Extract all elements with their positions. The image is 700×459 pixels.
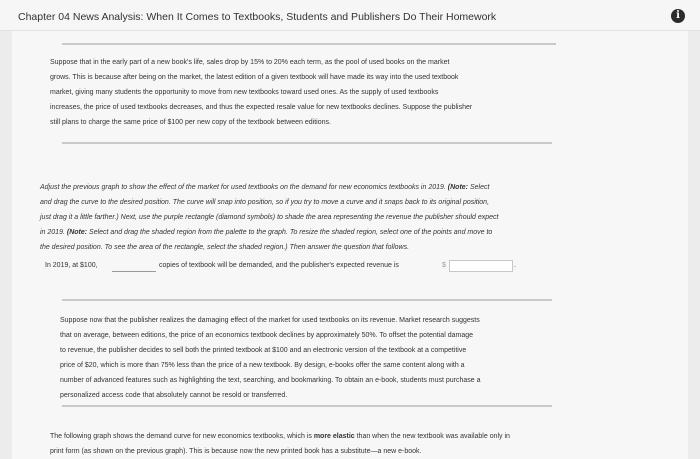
- paragraph-line: Suppose now that the publisher realizes the damaging effect of the market for used textbooks on its revenue. Market research suggests: [60, 317, 480, 324]
- copies-demanded-input[interactable]: [112, 261, 156, 272]
- paragraph-text: The following graph shows the demand curve for new economics textbooks, which is: [50, 433, 314, 440]
- instructions-text: in 2019.: [40, 229, 67, 236]
- question-card: [12, 31, 688, 459]
- emphasis-text: more elastic: [313, 433, 355, 440]
- instructions-text: Select and drag the shaded region from the palette to the graph. To resize the shaded region, select one of the points and move to: [87, 229, 493, 236]
- page-title: Chapter 04 News Analysis: When It Comes to Textbooks, Students and Publishers Do Their Homework: [18, 11, 497, 23]
- paragraph-line: number of advanced features such as highlighting the text, searching, and bookmarking. To obtain an e-book, students must purchase a: [60, 377, 481, 384]
- paragraph-line: market, giving many students the opportunity to move from new textbooks toward used ones. As the supply of used textbooks: [50, 89, 439, 96]
- currency-symbol: $: [442, 262, 446, 269]
- page-header: [0, 0, 700, 31]
- expected-revenue-input[interactable]: [449, 260, 513, 272]
- paragraph-line: print form (as shown on the previous graph). This is because now the new printed book has a substitute—a new e-book.: [50, 448, 422, 455]
- instructions-text: just drag it a little farther.) Next, use the purple rectangle (diamond symbols) to shade the area representing the revenue the publisher should expect: [40, 214, 499, 221]
- question-end: .: [514, 262, 516, 269]
- instructions-text: Select: [468, 184, 490, 191]
- paragraph-ebook-strategy: [60, 313, 660, 403]
- divider: [62, 299, 552, 301]
- paragraph-line: personalized access code that absolutely cannot be resold or transferred.: [60, 392, 288, 399]
- paragraph-line: increases, the price of used textbooks decreases, and thus the expected resale value for new textbooks declines. Suppose the publisher: [50, 104, 473, 111]
- question-text: copies of textbook will be demanded, and the publisher's expected revenue is: [159, 262, 399, 269]
- instructions-text: Adjust the previous graph to show the effect of the market for used textbooks on the demand for new economics textbooks in 2019.: [40, 184, 448, 191]
- graph-instructions: [40, 180, 670, 255]
- paragraph-used-book-supply: [50, 55, 650, 130]
- instructions-text: the desired position. To see the area of the rectangle, select the shaded region.) Then answer the question that follows.: [40, 244, 410, 251]
- note-label: (Note:: [66, 229, 88, 236]
- paragraph-line: to revenue, the publisher decides to sell both the printed textbook at $100 and an electronic version of the textbook at a competitive: [60, 347, 467, 354]
- paragraph-elastic-demand: [50, 429, 680, 459]
- paragraph-line: that on average, between editions, the price of an economics textbook declines by approximately 50%. To offset the potential damage: [60, 332, 473, 339]
- paragraph-line: Suppose that in the early part of a new book's life, sales drop by 15% to 20% each term, as the pool of used books on the market: [50, 59, 450, 66]
- divider: [62, 142, 552, 144]
- paragraph-text: than when the new textbook was available only in: [354, 433, 510, 440]
- divider: [62, 43, 556, 45]
- divider: [62, 405, 552, 407]
- paragraph-line: grows. This is because after being on the market, the latest edition of a given textbook will have made its way into the used textbook: [50, 74, 459, 81]
- note-label: (Note:: [447, 184, 469, 191]
- question-prefix: In 2019, at $100,: [45, 262, 98, 269]
- info-icon[interactable]: i: [671, 9, 685, 23]
- instructions-text: and drag the curve to the desired position. The curve will snap into position, so if you try to move a curve and it snaps back to its original position,: [40, 199, 490, 206]
- paragraph-line: price of $20, which is more than 75% less than the price of a new textbook. By design, e-books offer the same content along with a: [60, 362, 465, 369]
- paragraph-line: still plans to charge the same price of $100 per new copy of the textbook between editions.: [50, 119, 331, 126]
